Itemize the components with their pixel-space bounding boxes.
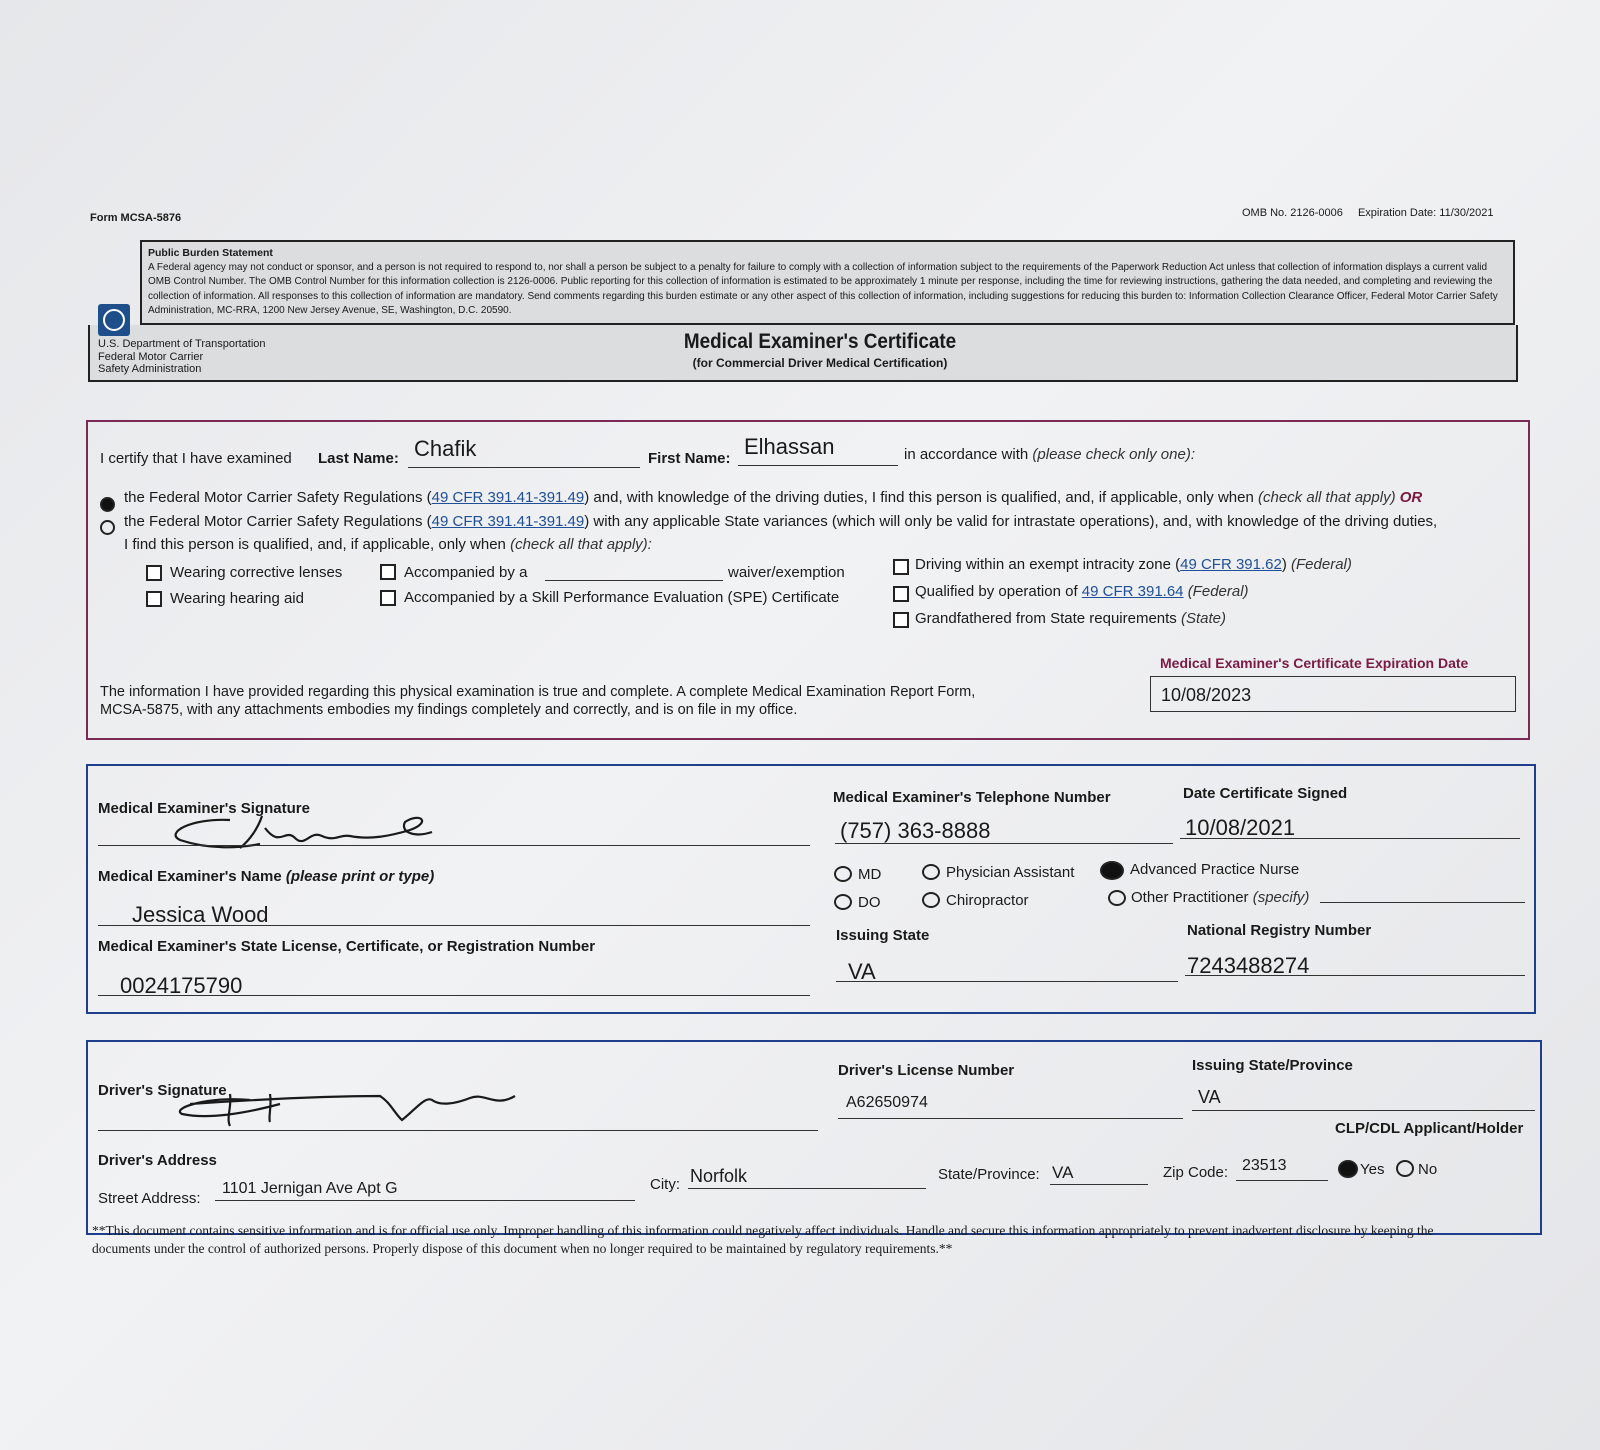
hearing-aid-label: Wearing hearing aid — [170, 590, 304, 607]
omb-expiration: Expiration Date: 11/30/2021 — [1357, 207, 1494, 219]
qualified-operation-checkbox[interactable] — [893, 586, 909, 602]
option-state-variance-radio[interactable] — [100, 520, 115, 535]
intracity-zone-label — [915, 556, 1352, 573]
option-state-variance-text — [124, 513, 1437, 530]
waiver-blank-line[interactable] — [545, 580, 723, 581]
type-chiropractor-radio[interactable] — [922, 892, 940, 908]
option-text: the Federal Motor Carrier Safety Regulations ( — [124, 489, 432, 506]
option-state-variance-line2 — [124, 536, 652, 553]
form-subtitle: (for Commercial Driver Medical Certification) — [692, 356, 948, 370]
federal-tag: (Federal) — [1291, 556, 1352, 573]
intracity-zone-checkbox[interactable] — [893, 559, 909, 575]
phone-line — [835, 843, 1173, 844]
option-fmcsr-radio[interactable] — [100, 497, 115, 512]
driver-issuing-field[interactable]: VA — [1198, 1087, 1221, 1107]
registry-label: National Registry Number — [1187, 922, 1372, 939]
driver-license-line — [838, 1118, 1183, 1119]
corrective-lenses-checkbox[interactable] — [146, 565, 162, 581]
hearing-aid-checkbox[interactable] — [146, 591, 162, 607]
option-text: Driving within an exempt intracity zone ( — [915, 556, 1181, 573]
or-label: OR — [1399, 489, 1423, 506]
city-line — [688, 1188, 926, 1189]
expiration-date-field[interactable]: 10/08/2023 — [1150, 676, 1516, 712]
type-other-label — [1131, 889, 1309, 906]
state-field[interactable]: VA — [1052, 1163, 1074, 1182]
option-text: the Federal Motor Carrier Safety Regulations ( — [124, 513, 432, 530]
date-signed-field[interactable]: 10/08/2021 — [1185, 815, 1296, 840]
issuing-state-line — [836, 981, 1178, 982]
driver-issuing-line — [1192, 1110, 1535, 1111]
omb-number: OMB No. 2126-0006 — [1242, 207, 1343, 219]
waiver-label-pre: Accompanied by a — [404, 564, 528, 581]
waiver-exemption-checkbox[interactable] — [380, 564, 396, 580]
type-pa-label: Physician Assistant — [946, 864, 1075, 881]
examiner-signature[interactable] — [170, 808, 460, 858]
qualified-operation-label — [915, 583, 1249, 600]
city-field[interactable]: Norfolk — [690, 1166, 748, 1186]
agency-line: Federal Motor Carrier — [98, 350, 204, 363]
state-line — [1050, 1184, 1148, 1185]
driver-license-field[interactable]: A62650974 — [846, 1094, 928, 1111]
expiration-date-label: Medical Examiner's Certificate Expiration Date — [1160, 655, 1469, 671]
clp-label: CLP/CDL Applicant/Holder — [1335, 1120, 1524, 1137]
type-do-radio[interactable] — [834, 894, 852, 910]
statement-line: The information I have provided regarding this physical examination is true and complete. A complete Medical Examination Report Form, — [100, 684, 976, 700]
registry-field[interactable]: 7243488274 — [1187, 953, 1310, 978]
certify-intro: I certify that I have examined — [100, 450, 292, 467]
grandfathered-checkbox[interactable] — [893, 612, 909, 628]
check-only-one: (please check only one): — [1032, 446, 1195, 463]
burden-text: A Federal agency may not conduct or sponsor, and a person is not required to respond to, nor shall a person be subject to a penalty for failure to comply with a collection of information subject to the requirements of the Paperwork Reduction Act unless that collection of information displays a current valid OMB Control Number. The OMB Control Number for this information collection is 2126-0006. Public reporting for this collection of information is estimated to be approximately 1 minute per response, including the time for reviewing instructions, gathering the data needed, and completing and reviewing the collection of information. All responses to this collection of information are mandatory. Send comments regarding this burden estimate or any other aspect of this collection of information, including suggestions for reducing this burden to: Information Collection Clearance Officer, Federal Motor Carrier Safety Administration, MC-RRA, 1200 New Jersey Avenue, SE, Washington, D.C. 20590. — [148, 261, 1498, 316]
driver-issuing-label: Issuing State/Province — [1192, 1057, 1353, 1074]
burden-title: Public Burden Statement — [148, 247, 273, 259]
option-text: Other Practitioner — [1131, 889, 1249, 906]
examiner-signature-label: Medical Examiner's Signature — [98, 800, 310, 817]
accordance-text — [904, 446, 1195, 463]
type-do-label: DO — [858, 894, 881, 911]
examiner-name-line — [98, 925, 810, 926]
examiner-name-hint: (please print or type) — [285, 868, 435, 885]
option-text: ) — [1281, 556, 1287, 573]
clp-yes-radio[interactable] — [1338, 1160, 1358, 1178]
driver-address-label: Driver's Address — [98, 1152, 217, 1169]
examiner-name-field[interactable]: Jessica Wood — [132, 902, 269, 927]
examiner-name-label-row — [98, 868, 434, 885]
sensitive-info-notice: **This document contains sensitive information and is for official use only. Improper handling of this information could negatively affect individuals. Handle and secure this information appropriately to prevent inadvertent disclosure by keeping the documents under the control of authorized persons. Properly dispose of this document when no longer required to be maintained by regulatory requirements.** — [92, 1223, 1434, 1256]
driver-license-label: Driver's License Number — [838, 1062, 1015, 1079]
type-chiropractor-label: Chiropractor — [946, 892, 1029, 909]
last-name-label: Last Name: — [318, 450, 399, 467]
clp-no-label: No — [1418, 1161, 1438, 1178]
cfr-link[interactable]: 49 CFR 391.41-391.49 — [431, 513, 585, 530]
state-label: State/Province: — [938, 1166, 1040, 1183]
phone-field[interactable]: (757) 363-8888 — [840, 818, 991, 843]
type-apn-radio[interactable] — [1100, 861, 1124, 880]
issuing-state-field[interactable]: VA — [848, 959, 876, 984]
driver-signature-label: Driver's Signature — [98, 1082, 227, 1099]
license-line — [98, 995, 810, 996]
statement-line: MCSA-5875, with any attachments embodies my findings completely and correctly, and is on file in my office. — [100, 702, 798, 718]
option-fmcsr-text — [124, 489, 1422, 506]
type-md-radio[interactable] — [834, 866, 852, 882]
zip-line — [1236, 1180, 1328, 1181]
cfr-link[interactable]: 49 CFR 391.64 — [1081, 583, 1184, 600]
option-text: Qualified by operation of — [915, 583, 1078, 600]
city-label: City: — [650, 1176, 680, 1193]
examiner-signature-line — [98, 845, 810, 846]
check-all-hint: (check all that apply) — [1258, 489, 1396, 506]
type-other-radio[interactable] — [1108, 890, 1126, 906]
omb-info — [1242, 207, 1494, 219]
street-field[interactable]: 1101 Jernigan Ave Apt G — [222, 1180, 398, 1197]
last-name-field[interactable]: Chafik — [408, 436, 640, 468]
other-practitioner-line[interactable] — [1320, 902, 1525, 903]
first-name-label: First Name: — [648, 450, 731, 467]
option-text: I find this person is qualified, and, if applicable, only when — [124, 536, 506, 553]
cfr-link[interactable]: 49 CFR 391.62 — [1180, 556, 1282, 573]
option-text: ) and, with knowledge of the driving duties, I find this person is qualified, and, if applicable, only when — [584, 489, 1254, 506]
zip-label: Zip Code: — [1163, 1164, 1229, 1181]
form-id: Form MCSA-5876 — [90, 212, 182, 224]
accordance-label: in accordance with — [904, 446, 1029, 463]
corrective-lenses-label: Wearing corrective lenses — [170, 564, 343, 581]
clp-yes-label: Yes — [1360, 1161, 1385, 1178]
grandfathered-label — [915, 610, 1226, 627]
agency-line: Safety Administration — [98, 363, 202, 375]
type-apn-label: Advanced Practice Nurse — [1130, 861, 1300, 878]
agency-name — [98, 338, 266, 376]
driver-signature[interactable] — [170, 1082, 530, 1132]
date-signed-label: Date Certificate Signed — [1183, 785, 1348, 802]
public-burden-statement — [140, 240, 1515, 325]
dot-logo-icon — [98, 304, 130, 336]
license-label: Medical Examiner's State License, Certificate, or Registration Number — [98, 938, 596, 955]
type-pa-radio[interactable] — [922, 864, 940, 880]
first-name-field[interactable]: Elhassan — [738, 434, 898, 466]
spe-certificate-checkbox[interactable] — [380, 590, 396, 606]
federal-tag: (Federal) — [1187, 583, 1249, 600]
cfr-link[interactable]: 49 CFR 391.41-391.49 — [431, 489, 585, 506]
check-all-hint: (check all that apply): — [510, 536, 652, 553]
agency-line: U.S. Department of Transportation — [98, 338, 266, 350]
street-label: Street Address: — [98, 1190, 201, 1207]
form-title: Medical Examiner's Certificate — [683, 330, 957, 353]
issuing-state-label: Issuing State — [836, 927, 930, 944]
phone-label: Medical Examiner's Telephone Number — [833, 789, 1111, 806]
option-text: Grandfathered from State requirements — [915, 610, 1177, 627]
specify-hint: (specify) — [1252, 889, 1310, 906]
street-line — [215, 1200, 635, 1201]
date-signed-line — [1180, 838, 1520, 839]
spe-certificate-label: Accompanied by a Skill Performance Evaluation (SPE) Certificate — [404, 589, 840, 606]
registry-line — [1185, 975, 1525, 976]
driver-signature-line — [98, 1130, 818, 1131]
state-tag: (State) — [1180, 610, 1226, 627]
waiver-label-post: waiver/exemption — [728, 564, 845, 581]
zip-field[interactable]: 23513 — [1242, 1157, 1287, 1174]
license-field[interactable]: 0024175790 — [120, 973, 243, 998]
type-md-label: MD — [858, 866, 882, 883]
examiner-name-label: Medical Examiner's Name — [98, 868, 282, 885]
clp-no-radio[interactable] — [1396, 1160, 1414, 1177]
option-text: ) with any applicable State variances (which will only be valid for intrastate operations), and, with knowledge of the driving duties, — [584, 513, 1438, 530]
